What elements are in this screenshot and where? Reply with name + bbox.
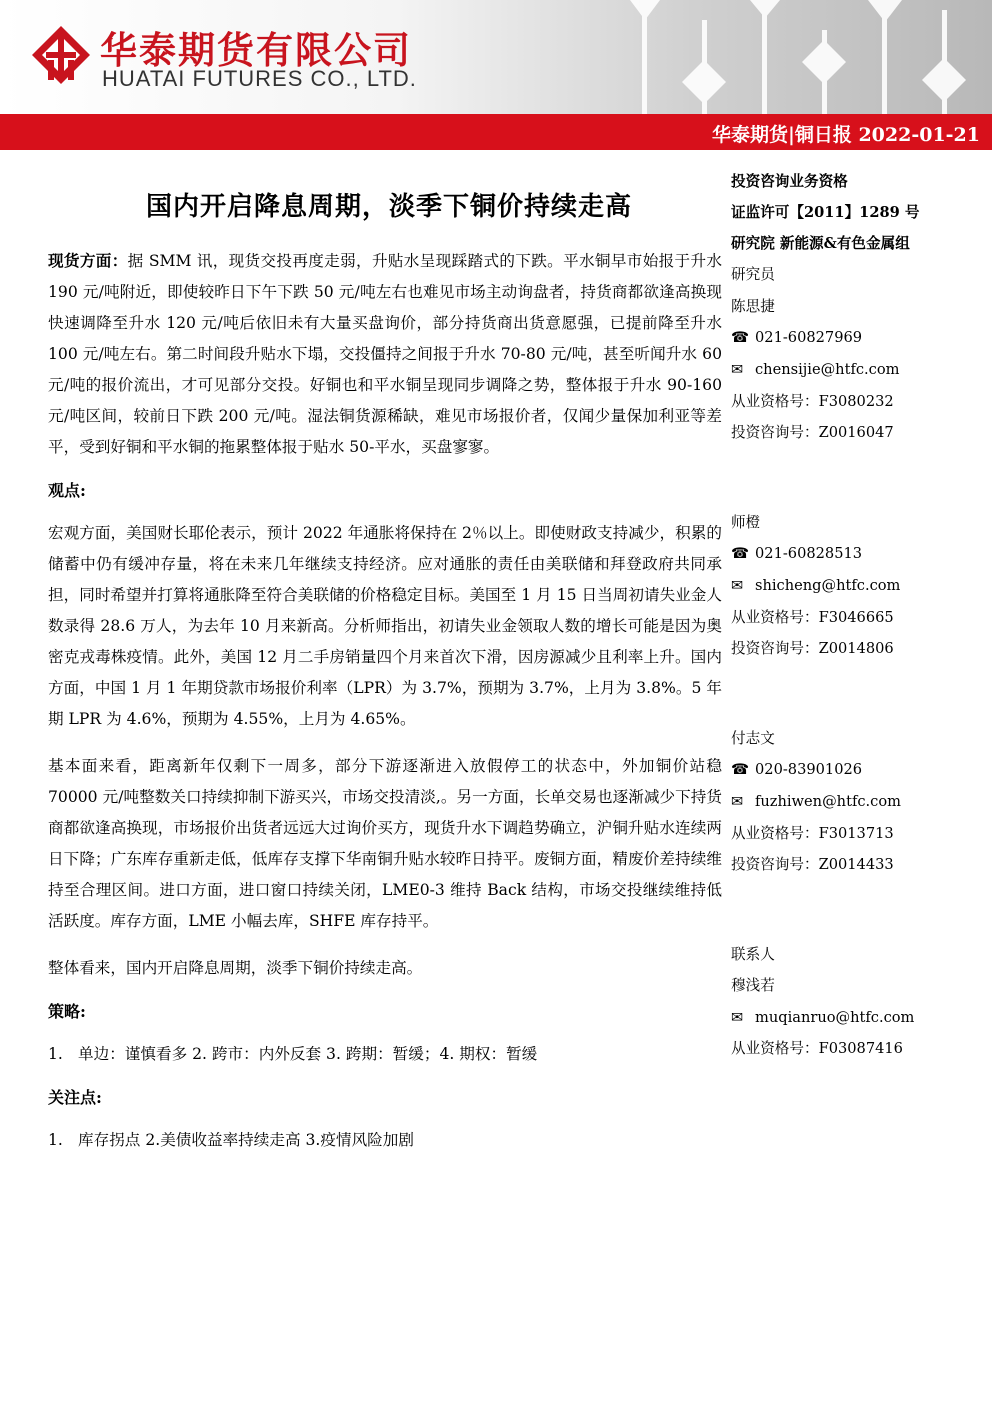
report-body bbox=[48, 172, 722, 1156]
researcher-label: 研究员 bbox=[731, 266, 775, 283]
envelope-icon: ✉ bbox=[731, 361, 744, 378]
focus-item: 1. 库存拐点 2.美债收益率持续走高 3.疫情风险加剧 bbox=[48, 1131, 414, 1149]
analyst-cert: 从业资格号：F3013713 bbox=[731, 824, 894, 842]
analyst-name: 师橙 bbox=[731, 513, 761, 531]
contact-cert: 从业资格号：F03087416 bbox=[731, 1040, 903, 1058]
spot-colon: ： bbox=[111, 251, 128, 270]
analyst-email-row bbox=[731, 570, 981, 602]
report-title: 国内开启降息周期，淡季下铜价持续走高 bbox=[145, 192, 632, 222]
analyst-phone-row: ☎ 021-60828513 bbox=[731, 538, 981, 570]
fundamental-paragraph: 基本面来看，距离新年仅剩下一周多，部分下游逐渐进入放假停工的状态中，外加铜价站稳 70000 元/吨整数关口持续抑制下游买兴，市场交投清淡,。另一方面，长单交易也逐渐减少下持货商都欲逢高换现，市场报价出货者远远大过询价买方，现货升水下调趋势确立，沪铜升贴水连续两日下降；广东库存重新走低，低库存支撑下华南铜升贴水较昨日持平。废铜方面，精废价差持续维持至合理区间。进口方面，进口窗口持续关闭，LME0-3 维持 Back 结构，市场交投继续维持低活跃度。库存方面，LME 小幅去库，SHFE 库存持平。 bbox=[48, 757, 722, 930]
envelope-icon: ✉ bbox=[731, 577, 744, 594]
analyst-cert: 从业资格号：F3046665 bbox=[731, 608, 894, 626]
envelope-icon: ✉ bbox=[731, 793, 744, 810]
phone-icon: ☎ bbox=[731, 545, 750, 563]
company-name-en: HUATAI FUTURES CO., LTD. bbox=[102, 66, 417, 91]
company-logo-icon bbox=[30, 24, 92, 86]
analyst-email-row bbox=[731, 786, 981, 818]
phone-icon: ☎ bbox=[731, 329, 750, 347]
license-number: 证监许可【2011】1289 号 bbox=[731, 204, 920, 221]
analyst-name: 陈思捷 bbox=[731, 297, 775, 315]
analyst-consult: 投资咨询号：Z0014806 bbox=[731, 640, 894, 657]
company-name-cn: 华泰期货有限公司 bbox=[100, 29, 412, 72]
contact-email-row bbox=[731, 1002, 981, 1034]
report-tag-bar bbox=[0, 114, 992, 150]
analyst-name: 付志文 bbox=[731, 729, 775, 747]
analyst-phone-row: ☎ 020-83901026 bbox=[731, 754, 981, 786]
analyst-email-link[interactable]: fuzhiwen@htfc.com bbox=[755, 792, 901, 810]
envelope-icon: ✉ bbox=[731, 1008, 744, 1026]
analyst-sidebar bbox=[731, 166, 981, 1065]
analyst-phone-row: ☎ 021-60827969 bbox=[731, 322, 981, 354]
report-tag: 华泰期货|铜日报 2022-01-21 bbox=[711, 124, 980, 146]
qualification: 投资咨询业务资格 bbox=[731, 173, 848, 190]
header-decoration bbox=[590, 0, 992, 114]
institute-name: 研究院 新能源&有色金属组 bbox=[731, 235, 910, 252]
analyst-email-row bbox=[731, 354, 981, 386]
analyst-consult: 投资咨询号：Z0014433 bbox=[731, 856, 894, 873]
spot-label: 现货方面 bbox=[48, 251, 112, 270]
summary-paragraph: 整体看来，国内开启降息周期，淡季下铜价持续走高。 bbox=[48, 959, 423, 977]
analyst-email-link[interactable]: shicheng@htfc.com bbox=[755, 576, 901, 594]
spot-text: 据 SMM 讯，现货交投再度走弱，升贴水呈现踩踏式的下跌。平水铜早市始报于升水 190 元/吨附近，即使较昨日下午下跌 50 元/吨左右也难见市场主动询盘者，持货商都欲逢高换现快速调降至升水 120 元/吨后依旧未有大量买盘询价，部分持货商出货意愿强，已提前降至升水 100 元/吨左右。第二时间段升贴水下塌，交投僵持之间报于升水 70-80 元/吨，甚至听闻升水 60 元/吨的报价流出，才可见部分交投。好铜也和平水铜呈现同步调降之势，整体报于升水 90-160 元/吨区间，较前日下跌 200 元/吨。湿法铜货源稀缺，难见市场报价者，仅闻少量保加利亚等差平，受到好铜和平水铜的拖累整体报于贴水 50-平水，买盘寥寥。 bbox=[48, 252, 722, 456]
strategy-heading: 策略: bbox=[48, 1002, 86, 1021]
focus-heading: 关注点: bbox=[48, 1088, 102, 1107]
spot-paragraph bbox=[48, 245, 722, 463]
strategy-item: 1. 单边：谨慎看多 2. 跨市：内外反套 3. 跨期：暂缓；4. 期权：暂缓 bbox=[48, 1045, 538, 1063]
phone-icon: ☎ bbox=[731, 761, 750, 779]
analyst-cert: 从业资格号：F3080232 bbox=[731, 392, 894, 410]
page-header bbox=[0, 0, 992, 114]
analyst-email-link[interactable]: chensijie@htfc.com bbox=[755, 360, 900, 378]
contact-name: 穆浅若 bbox=[731, 977, 775, 994]
contact-email-link[interactable]: muqianruo@htfc.com bbox=[755, 1008, 915, 1026]
macro-paragraph: 宏观方面，美国财长耶伦表示，预计 2022 年通胀将保持在 2％以上。即使财政支持减少，积累的储蓄中仍有缓冲存量，将在未来几年继续支持经济。应对通胀的责任由美联储和拜登政府共同承担，同时希望并打算将通胀降至符合美联储的价格稳定目标。美国至 1 月 15 日当周初请失业金人数录得 28.6 万人，为去年 10 月来新高。分析师指出，初请失业金领取人数的增长可能是因为奥密克戎毒株疫情。此外，美国 12 月二手房销量四个月来首次下滑，因房源减少且利率上升。国内方面，中国 1 月 1 年期贷款市场报价利率（LPR）为 3.7%，预期为 3.7%，上月为 3.8%。5 年期 LPR 为 4.6%，预期为 4.55%，上月为 4.65%。 bbox=[48, 524, 722, 728]
analyst-consult: 投资咨询号：Z0016047 bbox=[731, 424, 894, 441]
view-heading: 观点: bbox=[48, 481, 86, 500]
contact-label: 联系人 bbox=[731, 945, 775, 963]
